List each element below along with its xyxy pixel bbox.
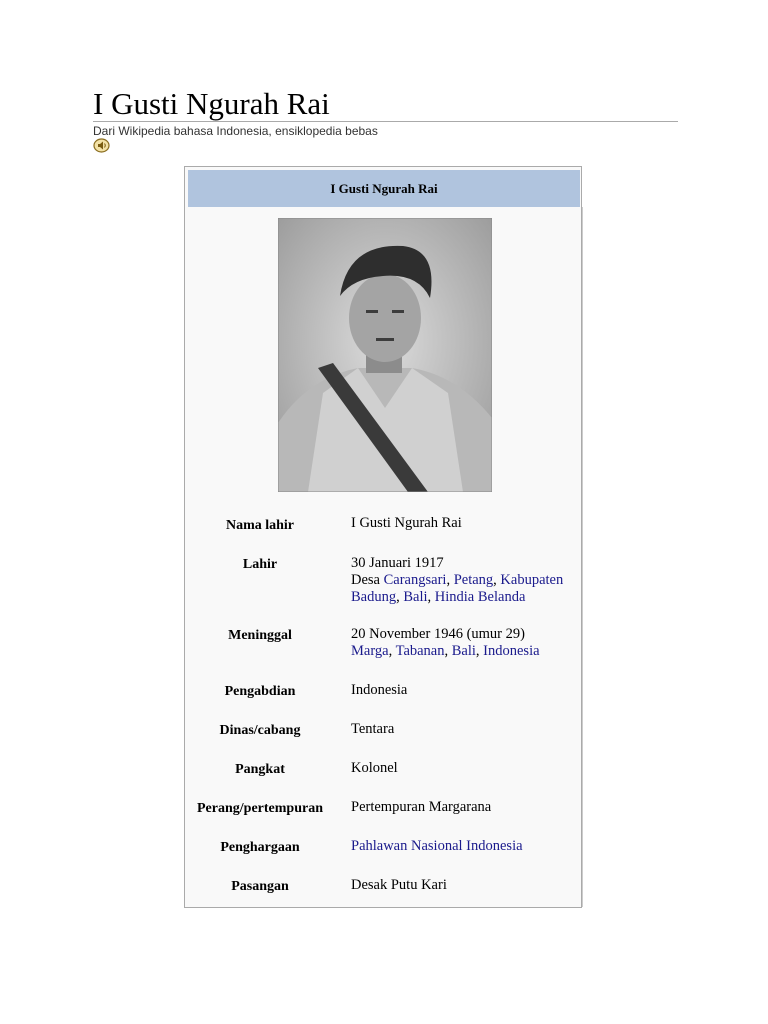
separator: , (446, 572, 454, 588)
separator: , (444, 643, 452, 659)
birth-place (351, 572, 583, 606)
column-divider (582, 869, 583, 907)
column-divider (582, 830, 583, 869)
row-value (351, 555, 583, 606)
infobox-header: I Gusti Ngurah Rai (188, 170, 580, 207)
row-value: Kolonel (351, 760, 398, 776)
title-divider (93, 121, 678, 122)
link-marga[interactable]: Marga (351, 643, 389, 659)
portrait-photo (278, 218, 492, 492)
row-value: Tentara (351, 721, 395, 737)
column-divider (582, 618, 583, 674)
row-value: Pertempuran Margarana (351, 799, 492, 815)
row-value (351, 626, 583, 660)
row-label: Pengabdian (224, 684, 296, 699)
row-value (351, 838, 583, 855)
table-row (185, 674, 583, 713)
table-row (185, 830, 583, 869)
row-label: Pasangan (231, 879, 289, 894)
death-place (351, 643, 583, 660)
table-row (185, 618, 583, 674)
column-divider (582, 791, 583, 830)
row-label: Meninggal (228, 628, 292, 643)
row-label: Dinas/cabang (219, 723, 301, 738)
row-label: Pangkat (235, 762, 285, 777)
speaker-icon[interactable] (93, 138, 110, 153)
link-carangsari[interactable]: Carangsari (383, 572, 447, 588)
row-value: Indonesia (351, 682, 408, 698)
death-date: 20 November 1946 (umur 29) (351, 626, 525, 642)
link-kabupaten-badung[interactable]: Kabupaten Badung (351, 572, 564, 605)
table-row (185, 791, 583, 830)
row-label: Nama lahir (225, 518, 295, 533)
separator: , (427, 589, 435, 605)
separator: , (493, 572, 501, 588)
link-bali[interactable]: Bali (403, 589, 428, 605)
link-tabanan[interactable]: Tabanan (395, 643, 445, 659)
row-label: Perang/pertempuran (197, 801, 323, 816)
column-divider (582, 207, 583, 517)
page-title: I Gusti Ngurah Rai (93, 86, 330, 121)
column-divider (582, 674, 583, 713)
row-value: I Gusti Ngurah Rai (351, 515, 462, 531)
column-divider (582, 507, 583, 546)
birth-place-prefix: Desa (351, 572, 384, 588)
separator: , (475, 643, 484, 659)
birth-date: 30 Januari 1917 (351, 555, 444, 571)
row-label: Penghargaan (220, 840, 300, 855)
link-indonesia[interactable]: Indonesia (483, 643, 540, 659)
table-row (185, 869, 583, 907)
link-hindia-belanda[interactable]: Hindia Belanda (434, 589, 526, 605)
separator: , (396, 589, 404, 605)
row-value: Desak Putu Kari (351, 877, 447, 893)
table-row (185, 507, 583, 546)
separator: , (388, 643, 396, 659)
link-bali[interactable]: Bali (451, 643, 476, 659)
link-pahlawan-nasional[interactable]: Pahlawan Nasional Indonesia (351, 838, 523, 854)
column-divider (582, 713, 583, 752)
table-row (185, 752, 583, 791)
table-row (185, 546, 583, 618)
link-petang[interactable]: Petang (453, 572, 494, 588)
column-divider (582, 752, 583, 791)
infobox (184, 166, 582, 908)
row-label: Lahir (242, 557, 278, 572)
column-divider (582, 546, 583, 618)
page-subtitle: Dari Wikipedia bahasa Indonesia, ensiklopedia bebas (93, 124, 378, 138)
table-row (185, 713, 583, 752)
